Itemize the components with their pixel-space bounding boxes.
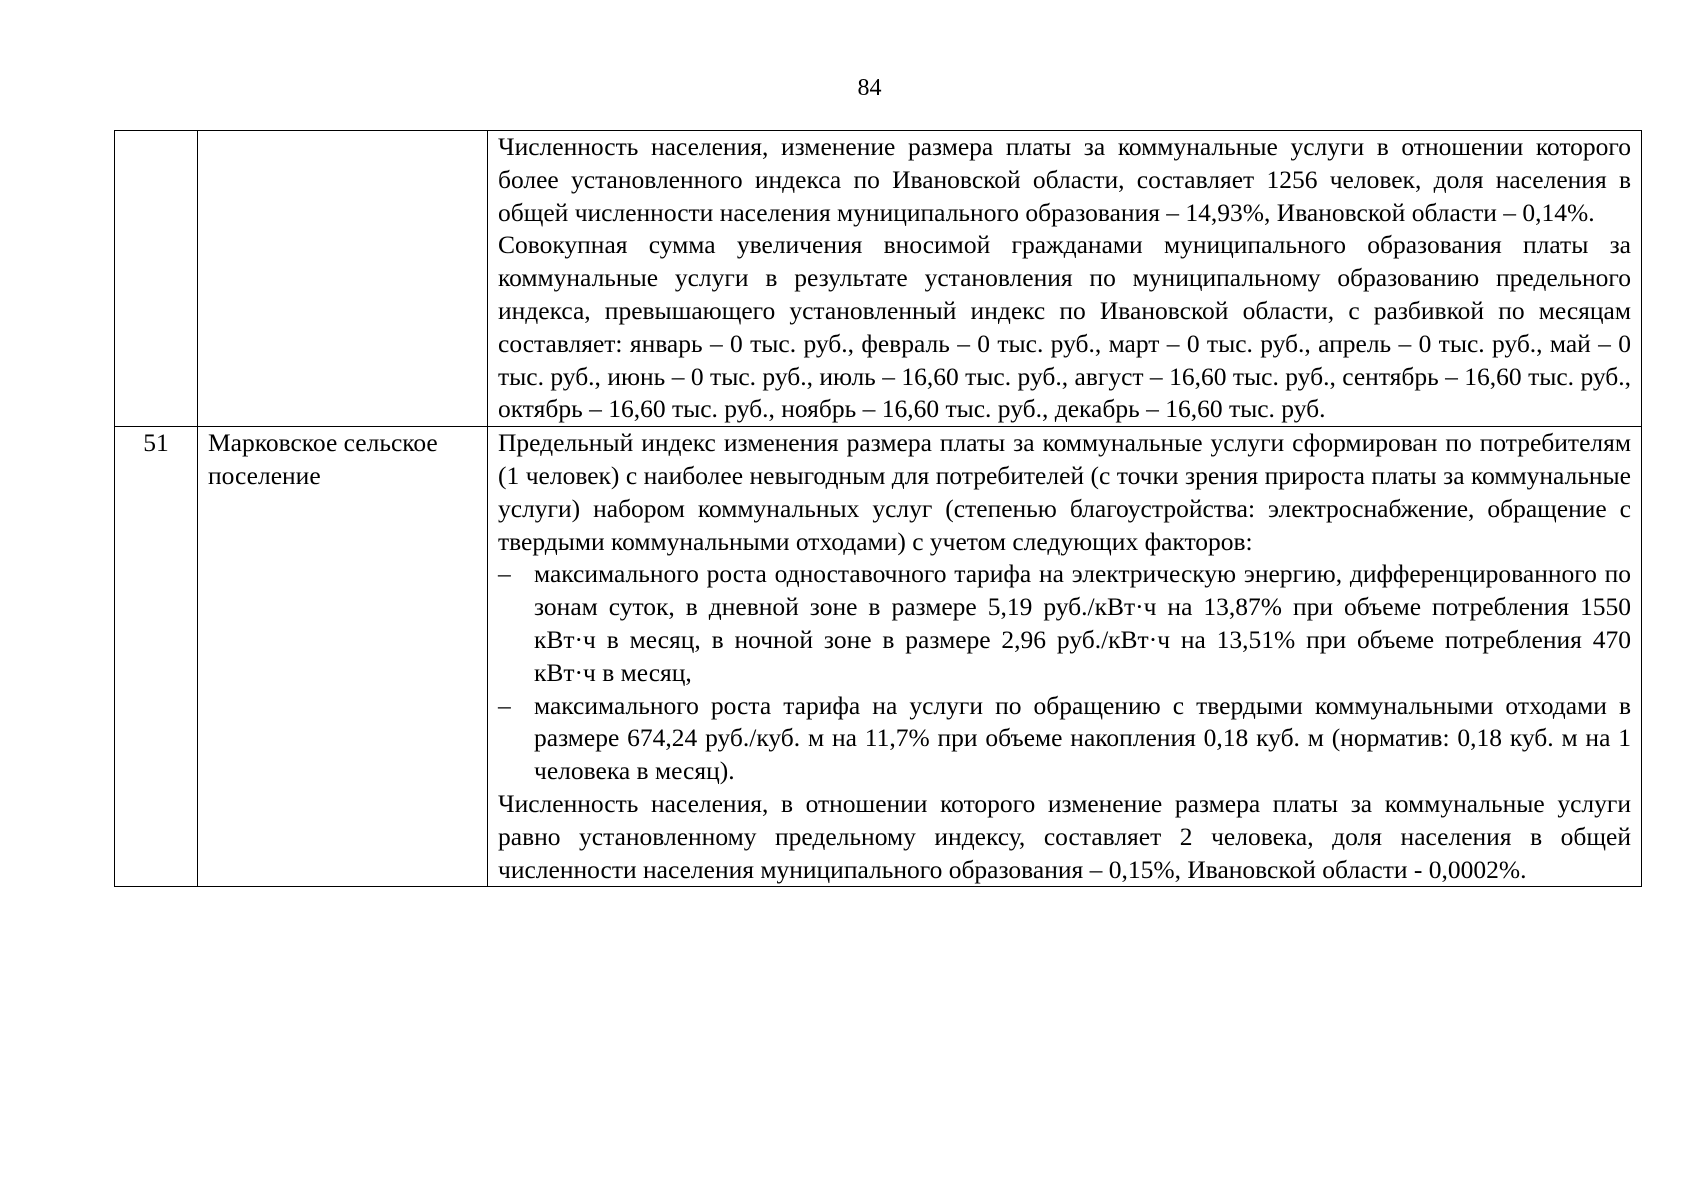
description-cell xyxy=(488,131,1642,427)
factor-text: максимального роста тарифа на услуги по обращению с твердыми коммунальными отходами в размере 674,24 руб./куб. м на 11,7% при объеме накопления 0,18 куб. м (норматив: 0,18 куб. м на 1 человека в месяц). xyxy=(534,690,1631,786)
row-number-cell: 51 xyxy=(115,427,198,887)
population-paragraph: Численность населения, в отношении которого изменение размера платы за коммунальные услуги равно установленному предельному индексу, составляет 2 человека, доля населения в общей численности населения муниципального образования – 0,15%, Ивановской области - 0,0002%. xyxy=(498,788,1631,884)
table-row xyxy=(115,427,1642,887)
total-increase-paragraph: Совокупная сумма увеличения вносимой гражданами муниципального образования платы за коммунальные услуги в результате установления по муниципальному образованию предельного индекса, превышающего установленный индекс по Ивановской области, с разбивкой по месяцам составляет: январь – 0 тыс. руб., февраль – 0 тыс. руб., март – 0 тыс. руб., апрель – 0 тыс. руб., май – 0 тыс. руб., июнь – 0 тыс. руб., июль – 16,60 тыс. руб., август – 16,60 тыс. руб., сентябрь – 16,60 тыс. руб., октябрь – 16,60 тыс. руб., ноябрь – 16,60 тыс. руб., декабрь – 16,60 тыс. руб. xyxy=(498,230,1631,424)
description-cell xyxy=(488,427,1642,887)
factor-list-item xyxy=(498,690,1631,788)
municipality-name-cell xyxy=(198,131,488,427)
population-paragraph: Численность населения, изменение размера платы за коммунальные услуги в отношении которого более установленного индекса по Ивановской области, составляет 1256 человек, доля населения в общей численности населения муниципального образования – 14,93%, Ивановской области – 0,14%. xyxy=(498,132,1631,227)
factor-text: максимального роста одноставочного тарифа на электрическую энергию, дифференцированного по зонам суток, в дневной зоне в размере 5,19 руб./кВт·ч на 13,87% при объеме потребления 1550 кВт·ч в месяц, в ночной зоне в размере 2,96 руб./кВт·ч на 13,51% при объеме потребления 470 кВт·ч в месяц, xyxy=(534,559,1631,687)
municipality-name-cell: Марковское сельское поселение xyxy=(198,427,488,887)
bullet-dash: – xyxy=(498,690,511,720)
bullet-dash: – xyxy=(498,559,511,589)
page-number: 84 xyxy=(857,75,882,101)
municipality-index-table xyxy=(114,130,1642,887)
index-intro-paragraph: Предельный индекс изменения размера платы за коммунальные услуги сформирован по потребителям (1 человек) с наиболее невыгодным для потребителей (с точки зрения прироста платы за коммунальные услуги) набором коммунальных услуг (степенью благоустройства: электроснабжение, обращение с твердыми коммунальными отходами) с учетом следующих факторов: xyxy=(498,428,1631,556)
table-row xyxy=(115,131,1642,427)
factor-list-item xyxy=(498,558,1631,689)
row-number-cell xyxy=(115,131,198,427)
